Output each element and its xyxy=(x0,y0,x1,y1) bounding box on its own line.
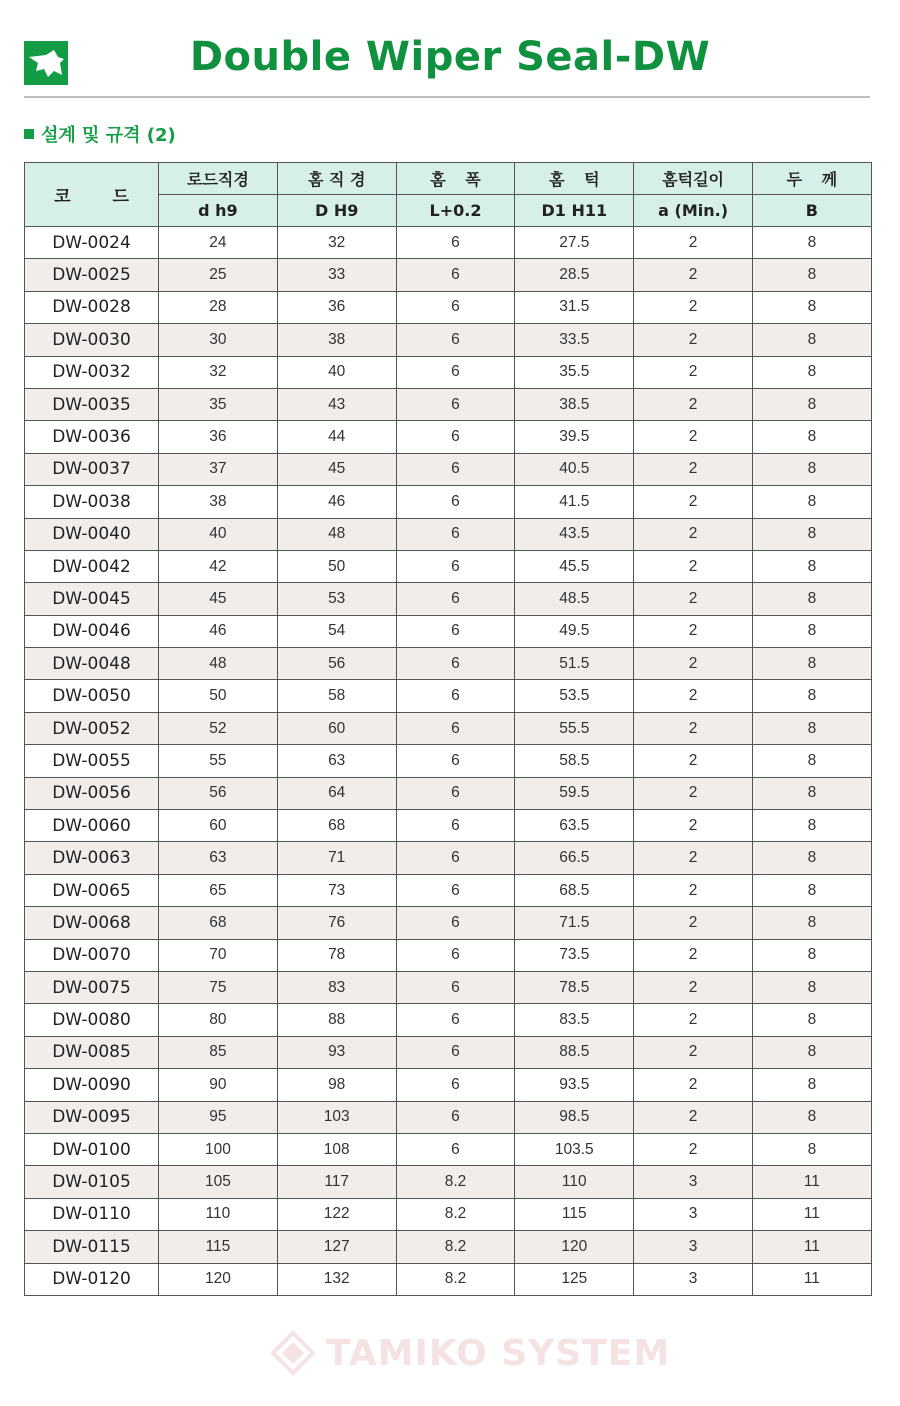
row-code-cell: DW-0032 xyxy=(25,356,159,388)
row-value-cell: 48.5 xyxy=(515,583,634,615)
row-value-cell: 93.5 xyxy=(515,1069,634,1101)
table-row xyxy=(25,1069,872,1101)
table-row xyxy=(25,1166,872,1198)
table-row xyxy=(25,810,872,842)
section-heading-text: 설계 및 규격 (2) xyxy=(41,125,176,146)
row-code-cell: DW-0068 xyxy=(25,907,159,939)
row-value-cell: 55 xyxy=(159,745,278,777)
row-value-cell: 55.5 xyxy=(515,712,634,744)
row-value-cell: 54 xyxy=(277,615,396,647)
row-value-cell: 33 xyxy=(277,259,396,291)
row-value-cell: 6 xyxy=(396,1101,515,1133)
header-row-top xyxy=(25,163,872,195)
row-value-cell: 8 xyxy=(752,421,871,453)
table-row xyxy=(25,1198,872,1230)
row-code-cell: DW-0045 xyxy=(25,583,159,615)
row-value-cell: 71 xyxy=(277,842,396,874)
row-value-cell: 2 xyxy=(634,842,753,874)
row-value-cell: 6 xyxy=(396,712,515,744)
row-value-cell: 28 xyxy=(159,291,278,323)
row-value-cell: 6 xyxy=(396,421,515,453)
row-value-cell: 41.5 xyxy=(515,486,634,518)
row-value-cell: 2 xyxy=(634,1036,753,1068)
bullet-square-icon xyxy=(24,129,34,139)
row-value-cell: 88 xyxy=(277,1004,396,1036)
row-code-cell: DW-0110 xyxy=(25,1198,159,1230)
row-value-cell: 90 xyxy=(159,1069,278,1101)
row-value-cell: 2 xyxy=(634,324,753,356)
row-value-cell: 6 xyxy=(396,842,515,874)
table-row xyxy=(25,1133,872,1165)
row-code-cell: DW-0050 xyxy=(25,680,159,712)
row-value-cell: 25 xyxy=(159,259,278,291)
row-code-cell: DW-0085 xyxy=(25,1036,159,1068)
row-value-cell: 68.5 xyxy=(515,874,634,906)
row-value-cell: 2 xyxy=(634,1133,753,1165)
row-code-cell: DW-0115 xyxy=(25,1231,159,1263)
row-value-cell: 127 xyxy=(277,1231,396,1263)
row-code-cell: DW-0028 xyxy=(25,291,159,323)
header-rod-diameter: 로드직경 xyxy=(159,163,278,195)
row-value-cell: 2 xyxy=(634,356,753,388)
header-groove-diameter: 홈 직 경 xyxy=(277,163,396,195)
row-value-cell: 45 xyxy=(159,583,278,615)
row-value-cell: 11 xyxy=(752,1263,871,1295)
row-value-cell: 103 xyxy=(277,1101,396,1133)
row-value-cell: 2 xyxy=(634,971,753,1003)
row-value-cell: 6 xyxy=(396,777,515,809)
table-row xyxy=(25,1263,872,1295)
row-value-cell: 2 xyxy=(634,583,753,615)
row-value-cell: 8 xyxy=(752,648,871,680)
row-value-cell: 35 xyxy=(159,388,278,420)
header-tolerance-a: a (Min.) xyxy=(634,195,753,227)
row-value-cell: 8 xyxy=(752,486,871,518)
row-value-cell: 48 xyxy=(277,518,396,550)
row-code-cell: DW-0075 xyxy=(25,971,159,1003)
row-value-cell: 108 xyxy=(277,1133,396,1165)
row-value-cell: 42 xyxy=(159,550,278,582)
table-row xyxy=(25,421,872,453)
row-code-cell: DW-0055 xyxy=(25,745,159,777)
row-value-cell: 31.5 xyxy=(515,291,634,323)
row-value-cell: 51.5 xyxy=(515,648,634,680)
row-value-cell: 37 xyxy=(159,453,278,485)
row-value-cell: 8 xyxy=(752,1069,871,1101)
row-value-cell: 36 xyxy=(159,421,278,453)
row-value-cell: 63 xyxy=(277,745,396,777)
row-value-cell: 8.2 xyxy=(396,1166,515,1198)
header-tolerance-D: D H9 xyxy=(277,195,396,227)
row-value-cell: 8 xyxy=(752,550,871,582)
watermark-text: TAMIKO SYSTEM xyxy=(326,1332,671,1374)
row-value-cell: 44 xyxy=(277,421,396,453)
row-value-cell: 6 xyxy=(396,1069,515,1101)
table-row xyxy=(25,842,872,874)
row-value-cell: 28.5 xyxy=(515,259,634,291)
row-code-cell: DW-0035 xyxy=(25,388,159,420)
row-value-cell: 45 xyxy=(277,453,396,485)
row-value-cell: 73 xyxy=(277,874,396,906)
title-divider xyxy=(24,96,870,98)
row-value-cell: 78.5 xyxy=(515,971,634,1003)
header-tolerance-d: d h9 xyxy=(159,195,278,227)
table-row xyxy=(25,1231,872,1263)
row-value-cell: 6 xyxy=(396,939,515,971)
row-value-cell: 2 xyxy=(634,615,753,647)
row-value-cell: 43 xyxy=(277,388,396,420)
row-value-cell: 122 xyxy=(277,1198,396,1230)
row-value-cell: 75 xyxy=(159,971,278,1003)
row-code-cell: DW-0030 xyxy=(25,324,159,356)
row-value-cell: 6 xyxy=(396,550,515,582)
row-value-cell: 58 xyxy=(277,680,396,712)
row-value-cell: 70 xyxy=(159,939,278,971)
row-code-cell: DW-0056 xyxy=(25,777,159,809)
row-value-cell: 95 xyxy=(159,1101,278,1133)
table-row xyxy=(25,680,872,712)
row-value-cell: 2 xyxy=(634,259,753,291)
header-tolerance-B: B xyxy=(752,195,871,227)
row-value-cell: 88.5 xyxy=(515,1036,634,1068)
table-row xyxy=(25,227,872,259)
row-value-cell: 8 xyxy=(752,745,871,777)
row-value-cell: 6 xyxy=(396,680,515,712)
row-value-cell: 49.5 xyxy=(515,615,634,647)
row-code-cell: DW-0105 xyxy=(25,1166,159,1198)
row-value-cell: 2 xyxy=(634,486,753,518)
watermark xyxy=(270,1330,670,1376)
row-value-cell: 27.5 xyxy=(515,227,634,259)
table-row xyxy=(25,745,872,777)
row-value-cell: 8 xyxy=(752,259,871,291)
row-value-cell: 2 xyxy=(634,810,753,842)
row-value-cell: 8.2 xyxy=(396,1231,515,1263)
table-row xyxy=(25,259,872,291)
row-value-cell: 6 xyxy=(396,356,515,388)
row-value-cell: 76 xyxy=(277,907,396,939)
row-value-cell: 8 xyxy=(752,388,871,420)
row-value-cell: 2 xyxy=(634,648,753,680)
row-value-cell: 60 xyxy=(159,810,278,842)
row-value-cell: 8.2 xyxy=(396,1198,515,1230)
row-value-cell: 66.5 xyxy=(515,842,634,874)
row-value-cell: 33.5 xyxy=(515,324,634,356)
row-value-cell: 38 xyxy=(159,486,278,518)
row-value-cell: 8 xyxy=(752,1133,871,1165)
row-code-cell: DW-0095 xyxy=(25,1101,159,1133)
row-value-cell: 3 xyxy=(634,1231,753,1263)
row-value-cell: 45.5 xyxy=(515,550,634,582)
row-value-cell: 3 xyxy=(634,1263,753,1295)
row-code-cell: DW-0065 xyxy=(25,874,159,906)
row-value-cell: 98.5 xyxy=(515,1101,634,1133)
row-value-cell: 38.5 xyxy=(515,388,634,420)
row-value-cell: 59.5 xyxy=(515,777,634,809)
header-tolerance-L: L+0.2 xyxy=(396,195,515,227)
row-value-cell: 50 xyxy=(159,680,278,712)
row-value-cell: 8 xyxy=(752,1004,871,1036)
row-value-cell: 64 xyxy=(277,777,396,809)
row-value-cell: 115 xyxy=(515,1198,634,1230)
row-value-cell: 6 xyxy=(396,810,515,842)
row-value-cell: 24 xyxy=(159,227,278,259)
row-value-cell: 2 xyxy=(634,874,753,906)
row-value-cell: 2 xyxy=(634,1004,753,1036)
header-tolerance-D1: D1 H11 xyxy=(515,195,634,227)
row-value-cell: 8 xyxy=(752,227,871,259)
row-value-cell: 83.5 xyxy=(515,1004,634,1036)
row-value-cell: 40 xyxy=(159,518,278,550)
table-row xyxy=(25,874,872,906)
row-value-cell: 78 xyxy=(277,939,396,971)
table-row xyxy=(25,907,872,939)
row-code-cell: DW-0100 xyxy=(25,1133,159,1165)
row-value-cell: 8 xyxy=(752,842,871,874)
row-value-cell: 85 xyxy=(159,1036,278,1068)
row-value-cell: 6 xyxy=(396,1133,515,1165)
row-code-cell: DW-0025 xyxy=(25,259,159,291)
row-value-cell: 48 xyxy=(159,648,278,680)
row-value-cell: 100 xyxy=(159,1133,278,1165)
row-value-cell: 6 xyxy=(396,745,515,777)
row-code-cell: DW-0048 xyxy=(25,648,159,680)
header-step-length: 홈턱길이 xyxy=(634,163,753,195)
row-value-cell: 125 xyxy=(515,1263,634,1295)
row-value-cell: 6 xyxy=(396,291,515,323)
table-row xyxy=(25,939,872,971)
row-value-cell: 39.5 xyxy=(515,421,634,453)
row-value-cell: 58.5 xyxy=(515,745,634,777)
table-row xyxy=(25,1036,872,1068)
row-code-cell: DW-0070 xyxy=(25,939,159,971)
row-code-cell: DW-0024 xyxy=(25,227,159,259)
row-value-cell: 43.5 xyxy=(515,518,634,550)
row-value-cell: 73.5 xyxy=(515,939,634,971)
row-value-cell: 6 xyxy=(396,388,515,420)
row-value-cell: 2 xyxy=(634,939,753,971)
row-value-cell: 8 xyxy=(752,453,871,485)
row-value-cell: 98 xyxy=(277,1069,396,1101)
row-value-cell: 6 xyxy=(396,518,515,550)
row-value-cell: 11 xyxy=(752,1198,871,1230)
row-value-cell: 6 xyxy=(396,1036,515,1068)
table-row xyxy=(25,388,872,420)
row-value-cell: 8 xyxy=(752,583,871,615)
header-code: 코 드 xyxy=(25,163,159,227)
row-value-cell: 103.5 xyxy=(515,1133,634,1165)
page-title: Double Wiper Seal-DW xyxy=(189,34,711,80)
row-value-cell: 2 xyxy=(634,712,753,744)
row-value-cell: 8 xyxy=(752,907,871,939)
row-value-cell: 132 xyxy=(277,1263,396,1295)
table-row xyxy=(25,1004,872,1036)
table-row xyxy=(25,712,872,744)
row-value-cell: 110 xyxy=(515,1166,634,1198)
row-value-cell: 53.5 xyxy=(515,680,634,712)
row-code-cell: DW-0042 xyxy=(25,550,159,582)
row-value-cell: 6 xyxy=(396,583,515,615)
row-value-cell: 6 xyxy=(396,486,515,518)
table-row xyxy=(25,453,872,485)
row-value-cell: 8.2 xyxy=(396,1263,515,1295)
row-value-cell: 2 xyxy=(634,453,753,485)
row-value-cell: 46 xyxy=(277,486,396,518)
row-value-cell: 83 xyxy=(277,971,396,1003)
table-row xyxy=(25,1101,872,1133)
row-value-cell: 2 xyxy=(634,1069,753,1101)
row-value-cell: 8 xyxy=(752,518,871,550)
row-value-cell: 6 xyxy=(396,971,515,1003)
row-value-cell: 6 xyxy=(396,648,515,680)
row-value-cell: 8 xyxy=(752,1101,871,1133)
row-value-cell: 2 xyxy=(634,680,753,712)
row-value-cell: 32 xyxy=(277,227,396,259)
row-value-cell: 68 xyxy=(277,810,396,842)
row-value-cell: 60 xyxy=(277,712,396,744)
header-groove-step: 홈 턱 xyxy=(515,163,634,195)
row-value-cell: 105 xyxy=(159,1166,278,1198)
row-value-cell: 8 xyxy=(752,874,871,906)
row-value-cell: 2 xyxy=(634,745,753,777)
row-value-cell: 6 xyxy=(396,259,515,291)
row-value-cell: 8 xyxy=(752,777,871,809)
row-value-cell: 115 xyxy=(159,1231,278,1263)
row-value-cell: 2 xyxy=(634,227,753,259)
row-value-cell: 117 xyxy=(277,1166,396,1198)
row-value-cell: 50 xyxy=(277,550,396,582)
row-value-cell: 8 xyxy=(752,712,871,744)
row-code-cell: DW-0052 xyxy=(25,712,159,744)
row-value-cell: 8 xyxy=(752,324,871,356)
table-row xyxy=(25,291,872,323)
row-value-cell: 3 xyxy=(634,1198,753,1230)
row-value-cell: 53 xyxy=(277,583,396,615)
header-thickness: 두 께 xyxy=(752,163,871,195)
row-code-cell: DW-0120 xyxy=(25,1263,159,1295)
table-row xyxy=(25,648,872,680)
row-value-cell: 120 xyxy=(515,1231,634,1263)
row-value-cell: 8 xyxy=(752,971,871,1003)
table-row xyxy=(25,615,872,647)
row-value-cell: 8 xyxy=(752,356,871,388)
row-value-cell: 6 xyxy=(396,227,515,259)
row-value-cell: 6 xyxy=(396,874,515,906)
table-row xyxy=(25,324,872,356)
row-value-cell: 6 xyxy=(396,324,515,356)
row-value-cell: 120 xyxy=(159,1263,278,1295)
table-row xyxy=(25,971,872,1003)
row-value-cell: 6 xyxy=(396,615,515,647)
row-value-cell: 8 xyxy=(752,615,871,647)
row-code-cell: DW-0046 xyxy=(25,615,159,647)
watermark-logo-icon xyxy=(270,1330,316,1376)
row-value-cell: 6 xyxy=(396,453,515,485)
row-value-cell: 80 xyxy=(159,1004,278,1036)
row-value-cell: 2 xyxy=(634,421,753,453)
row-value-cell: 110 xyxy=(159,1198,278,1230)
row-value-cell: 56 xyxy=(277,648,396,680)
row-value-cell: 36 xyxy=(277,291,396,323)
row-code-cell: DW-0037 xyxy=(25,453,159,485)
table-row xyxy=(25,518,872,550)
row-value-cell: 8 xyxy=(752,1036,871,1068)
row-value-cell: 30 xyxy=(159,324,278,356)
row-value-cell: 2 xyxy=(634,777,753,809)
row-value-cell: 35.5 xyxy=(515,356,634,388)
table-row xyxy=(25,550,872,582)
row-value-cell: 8 xyxy=(752,291,871,323)
table-row xyxy=(25,356,872,388)
row-code-cell: DW-0080 xyxy=(25,1004,159,1036)
row-value-cell: 32 xyxy=(159,356,278,388)
row-code-cell: DW-0060 xyxy=(25,810,159,842)
row-value-cell: 2 xyxy=(634,907,753,939)
table-body xyxy=(25,227,872,1296)
row-value-cell: 2 xyxy=(634,550,753,582)
row-value-cell: 11 xyxy=(752,1166,871,1198)
row-value-cell: 8 xyxy=(752,810,871,842)
row-value-cell: 46 xyxy=(159,615,278,647)
header-groove-width: 홈 폭 xyxy=(396,163,515,195)
row-value-cell: 2 xyxy=(634,518,753,550)
row-value-cell: 56 xyxy=(159,777,278,809)
row-value-cell: 68 xyxy=(159,907,278,939)
row-code-cell: DW-0036 xyxy=(25,421,159,453)
row-value-cell: 65 xyxy=(159,874,278,906)
row-value-cell: 63 xyxy=(159,842,278,874)
row-value-cell: 40.5 xyxy=(515,453,634,485)
table-row xyxy=(25,583,872,615)
table-row xyxy=(25,777,872,809)
row-value-cell: 11 xyxy=(752,1231,871,1263)
row-value-cell: 40 xyxy=(277,356,396,388)
row-value-cell: 71.5 xyxy=(515,907,634,939)
row-value-cell: 8 xyxy=(752,939,871,971)
row-value-cell: 3 xyxy=(634,1166,753,1198)
section-heading xyxy=(24,121,176,147)
row-value-cell: 8 xyxy=(752,680,871,712)
row-value-cell: 52 xyxy=(159,712,278,744)
row-code-cell: DW-0090 xyxy=(25,1069,159,1101)
row-value-cell: 38 xyxy=(277,324,396,356)
row-value-cell: 6 xyxy=(396,907,515,939)
spec-table xyxy=(24,162,872,1296)
row-value-cell: 2 xyxy=(634,291,753,323)
row-value-cell: 2 xyxy=(634,1101,753,1133)
row-code-cell: DW-0038 xyxy=(25,486,159,518)
row-value-cell: 6 xyxy=(396,1004,515,1036)
row-value-cell: 63.5 xyxy=(515,810,634,842)
row-code-cell: DW-0063 xyxy=(25,842,159,874)
row-value-cell: 2 xyxy=(634,388,753,420)
row-value-cell: 93 xyxy=(277,1036,396,1068)
table-row xyxy=(25,486,872,518)
row-code-cell: DW-0040 xyxy=(25,518,159,550)
